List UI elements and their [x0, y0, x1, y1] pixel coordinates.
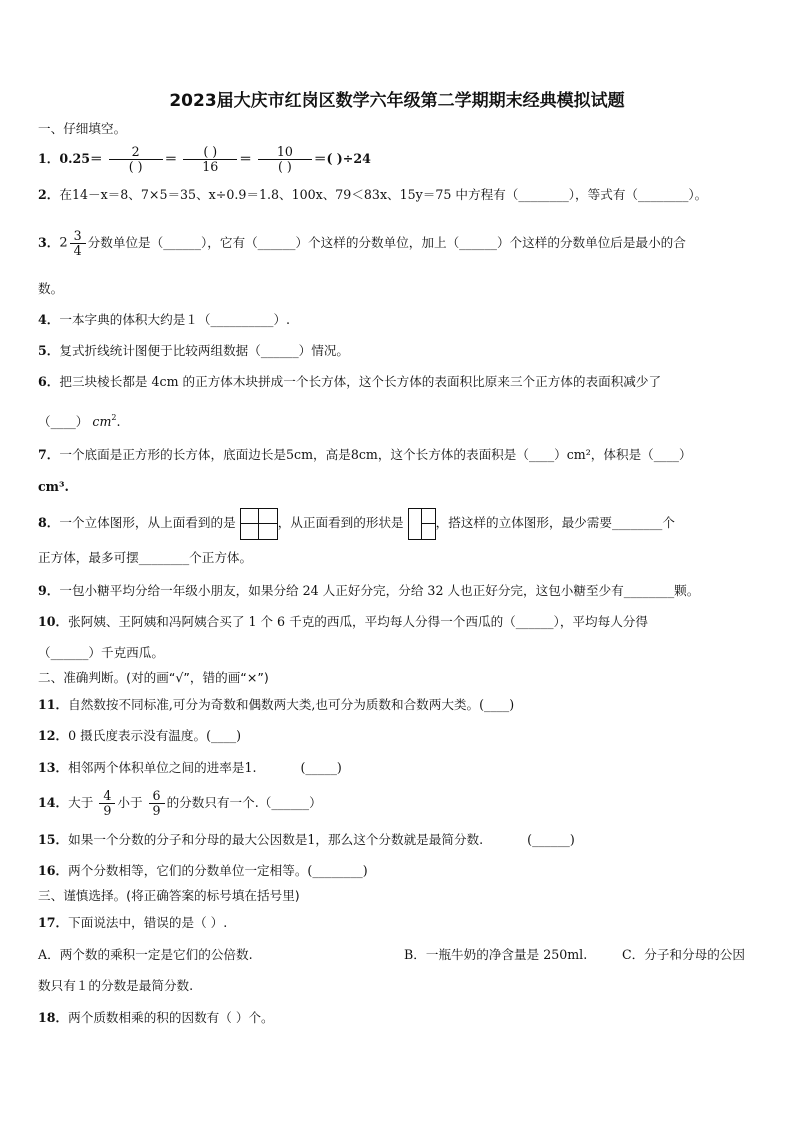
question-10-continued: （______）千克西瓜。 [38, 645, 164, 660]
question-number: 15． [38, 832, 69, 847]
question-number: 17． [38, 915, 69, 930]
question-8-continued: 正方体，最多可摆________个正方体。 [38, 550, 253, 565]
question-1 [38, 144, 371, 174]
numerator: 6 [152, 788, 161, 803]
question-10 [38, 614, 648, 630]
answer-blank: （____） [38, 414, 89, 429]
question-13 [38, 760, 342, 776]
q1-lead: 0.25＝ [59, 151, 103, 166]
section-heading-fill-in: 一、仔细填空。 [38, 121, 127, 136]
question-number: 1． [38, 151, 60, 166]
question-text-part-1: 一个立体图形，从上面看到的是 [59, 515, 236, 530]
question-6 [38, 374, 661, 390]
question-text: 如果一个分数的分子和分母的最大公因数是1，那么这个分数就是最简分数. [68, 832, 484, 847]
numerator: 3 [73, 228, 82, 243]
section-heading-true-false: 二、准确判断。(对的画“√”，错的画“×”) [38, 670, 269, 685]
front-view-figure [408, 508, 436, 540]
denominator: 9 [99, 803, 115, 818]
question-number: 3． [38, 235, 60, 250]
q1-fraction-3 [258, 145, 312, 174]
section-heading-multiple-choice: 三、谨慎选择。(将正确答案的标号填在括号里) [38, 888, 300, 903]
question-number: 12． [38, 728, 69, 743]
question-text: 在14－x＝8、7×5＝35、x÷0.9＝1.8、100x、79＜83x、15y＝75 中方程有（________），等式有（________）。 [59, 187, 708, 202]
question-2 [38, 187, 707, 203]
question-14 [38, 788, 322, 818]
numerator: 2 [131, 144, 140, 159]
period: . [116, 414, 121, 429]
question-text-part-3: ，搭这样的立体图形，最少需要________个 [435, 515, 675, 530]
equals-sign: ＝ [164, 151, 178, 166]
q17-option-b: B．一瓶牛奶的净含量是 250ml. [404, 947, 588, 962]
q3-fraction [70, 229, 86, 258]
denominator: 16 [183, 159, 237, 174]
denominator: 9 [149, 803, 165, 818]
denominator: ( ) [258, 159, 312, 174]
numerator: 4 [103, 788, 112, 803]
question-11 [38, 697, 514, 713]
question-number: 6． [38, 374, 60, 389]
question-3-continued: 数。 [38, 281, 64, 296]
mixed-number-integer: 2 [59, 235, 68, 251]
unit-exponent: 2 [111, 413, 117, 422]
page-title: 2023届大庆市红岗区数学六年级第二学期期末经典模拟试题 [169, 91, 625, 111]
question-text: 把三块棱长都是 4cm 的正方体木块拼成一个长方体，这个长方体的表面积比原来三个正方体的表面积减少了 [59, 374, 662, 389]
question-7-continued: cm³. [38, 479, 69, 494]
question-5 [38, 343, 349, 359]
q1-fraction-2 [183, 145, 237, 174]
q17-option-a: A．两个数的乘积一定是它们的公倍数. [38, 947, 253, 962]
equals-sign: ＝ [239, 151, 252, 166]
question-text: 相邻两个体积单位之间的进率是1. [68, 760, 257, 775]
question-text: 两个质数相乘的积的因数有（ ）个。 [68, 1010, 274, 1025]
question-number: 9． [38, 583, 60, 598]
question-number: 2． [38, 187, 60, 202]
question-number: 7． [38, 447, 60, 462]
question-number: 16． [38, 863, 69, 878]
question-8 [38, 507, 675, 540]
question-text: 下面说法中，错误的是（ ）. [68, 915, 228, 930]
question-text: 一包小糖平均分给一年级小朋友，如果分给 24 人正好分完，分给 32 人也正好分完，这包小糖至少有________颗。 [59, 583, 700, 598]
question-number: 4． [38, 312, 60, 327]
question-text: 一本字典的体积大约是１（__________）. [59, 312, 291, 327]
question-text: 一个底面是正方形的长方体，底面边长是5cm，高是8cm，这个长方体的表面积是（____）cm²，体积是（____） [59, 447, 692, 462]
numerator: ( ) [203, 144, 218, 159]
top-view-figure [240, 508, 278, 540]
question-text-part-3: 的分数只有一个.（______） [166, 795, 322, 810]
question-text-part-2: 小于 [117, 795, 143, 810]
answer-blank: (_____) [300, 760, 342, 775]
question-6-continued [38, 410, 121, 430]
q17-option-c: C．分子和分母的公因 [622, 947, 745, 962]
question-7 [38, 447, 692, 463]
question-number: 13． [38, 760, 69, 775]
denominator: ( ) [109, 159, 163, 174]
numerator: 10 [276, 144, 293, 159]
question-number: 10． [38, 614, 69, 629]
question-number: 8． [38, 515, 60, 530]
question-text: 复式折线统计图便于比较两组数据（______）情况。 [59, 343, 350, 358]
question-number: 14． [38, 795, 69, 810]
question-12 [38, 728, 241, 744]
question-text-part-2: ，从正面看到的形状是 [277, 515, 404, 530]
question-17 [38, 915, 227, 931]
unit: cm [92, 414, 112, 429]
q1-fraction-1 [109, 145, 163, 174]
denominator: 4 [70, 243, 86, 258]
question-text: 两个分数相等，它们的分数单位一定相等。(________) [68, 863, 368, 878]
question-text: 分数单位是（______），它有（______）个这样的分数单位，加上（______）个这样的分数单位后是最小的合 [87, 235, 686, 250]
question-number: 11． [38, 697, 69, 712]
question-number: 18． [38, 1010, 69, 1025]
q14-fraction-2 [149, 789, 165, 818]
answer-blank: (______) [527, 832, 575, 847]
q14-fraction-1 [99, 789, 115, 818]
question-9 [38, 583, 699, 599]
question-18 [38, 1010, 274, 1026]
q1-tail: ＝( )÷24 [313, 151, 371, 166]
question-15 [38, 832, 575, 848]
question-4 [38, 312, 290, 328]
question-number: 5． [38, 343, 60, 358]
question-text-part-1: 大于 [68, 795, 94, 810]
question-16 [38, 863, 368, 879]
question-text: 张阿姨、王阿姨和冯阿姨合买了 1 个 6 千克的西瓜，平均每人分得一个西瓜的（______），平均每人分得 [68, 614, 648, 629]
q17-option-c-continued: 数只有１的分数是最简分数. [38, 978, 194, 993]
question-text: 0 摄氏度表示没有温度。(____) [68, 728, 242, 743]
question-text: 自然数按不同标准,可分为奇数和偶数两大类,也可分为质数和合数两大类。(____) [68, 697, 515, 712]
question-3 [38, 228, 686, 259]
